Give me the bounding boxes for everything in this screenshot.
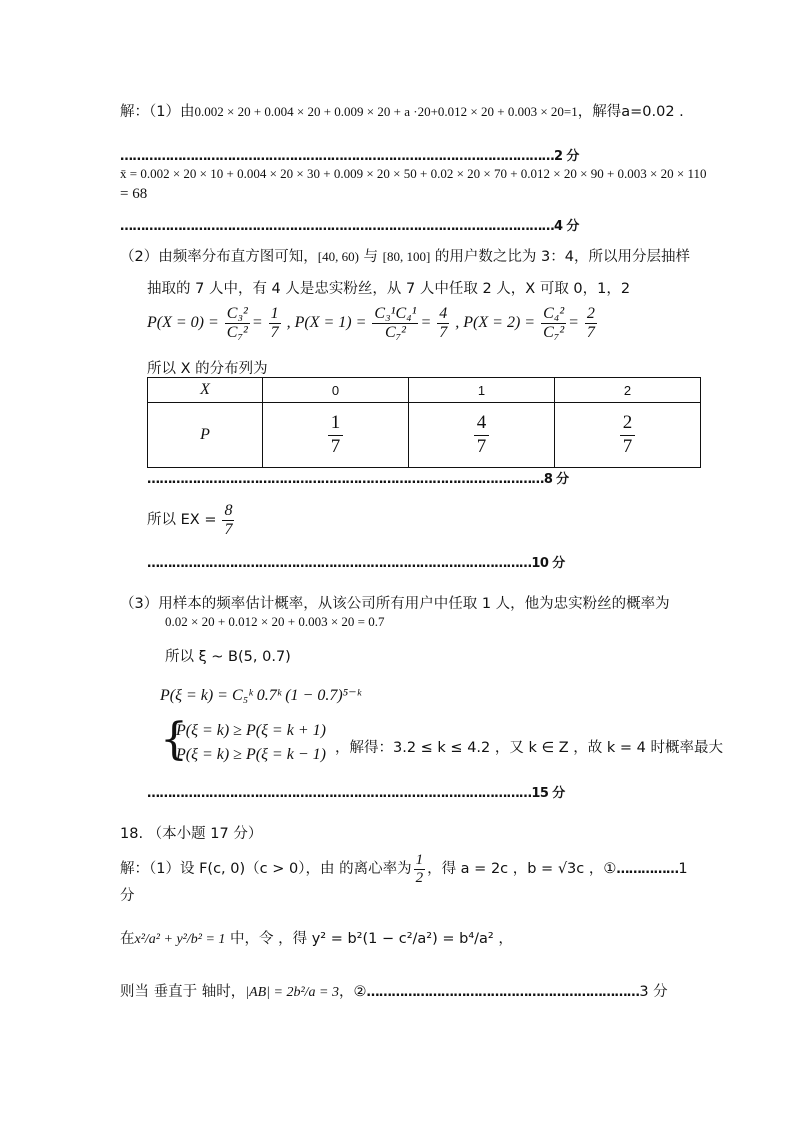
mean-formula: x̄ = 0.002 × 20 × 10 + 0.004 × 20 × 30 + 0.009 × 20 × 50 + 0.02 × 20 × 70 + 0.012 × 20 × 90 + 0.003 × 20 × 110 xyxy=(120,166,707,181)
q18-line3-b: ，② xyxy=(339,984,367,1000)
ab-length-equation: |AB| = 2b²/a = 3 xyxy=(245,985,340,1000)
score-10: 10 分 xyxy=(531,556,565,571)
ex-prefix: 所以 EX = xyxy=(147,511,217,528)
score-line-10: …………………………………………………………………………………10 分 xyxy=(147,556,565,571)
q18-line1: 解：（1）设 F(c, 0)（c > 0），由 的离心率为 $\frac{1}{2}$ ，得 a = 2c ，b = √3c ，①……………1 xyxy=(120,852,688,886)
part1-result: a=0.02 . xyxy=(621,104,684,120)
table-header-x: X xyxy=(148,378,263,403)
q18-title: 18. （本小题 17 分） xyxy=(120,826,263,842)
part2-line1 xyxy=(120,245,690,266)
q18-score-1: 1 xyxy=(678,861,688,877)
interval-40-60: [40, 60) xyxy=(317,249,359,264)
part1-line1 xyxy=(120,100,684,121)
score-line-2: ……………………………………………………………………………………………2 分 xyxy=(120,149,579,164)
q18-line2-a: 在 xyxy=(120,931,135,947)
p1-comb-frac: $\frac{\text{C₃¹C₄¹}}{\text{C₇²}}$ xyxy=(374,305,417,341)
table-row-label-p: P xyxy=(148,403,263,468)
ineq-1: P(ξ = k) ≥ P(ξ = k + 1) xyxy=(176,722,326,739)
table-cell-p0: $\frac{1}{7}$ xyxy=(263,403,409,468)
part2-intro: （2）由频率分布直方图可知， xyxy=(120,249,318,265)
ellipse-equation: x²/a² + y²/b² = 1 xyxy=(134,932,226,947)
p0-comb-frac: $\frac{\text{C₃²}}{\text{C₇²}}$ xyxy=(226,305,248,341)
part3-line1: （3）用样本的频率估计概率，从该公司所有用户中任取 1 人，他为忠实粉丝的概率为 xyxy=(120,596,670,612)
part3-pmf: P(ξ = k) = C₅ᵏ 0.7ᵏ (1 − 0.7)⁵⁻ᵏ xyxy=(160,687,362,704)
table-cell-p2: $\frac{2}{7}$ xyxy=(555,403,701,468)
part3-prob-calc: 0.02 × 20 + 0.012 × 20 + 0.003 × 20 = 0.7 xyxy=(165,614,385,629)
part2-and: 与 xyxy=(358,249,383,265)
p2-value-frac: $\frac{2}{7}$ xyxy=(586,305,595,341)
part1-sum-formula: 0.002 × 20 + 0.004 × 20 + 0.009 × 20 + a ·20+0.012 × 20 + 0.003 × 20=1 xyxy=(194,104,578,119)
dist-intro: 所以 X 的分布列为 xyxy=(147,361,268,377)
table-cell-p1: $\frac{4}{7}$ xyxy=(409,403,555,468)
score-line-8: ……………………………………………………………………………………8 分 xyxy=(147,472,569,487)
table-header-1: 1 xyxy=(409,378,555,403)
prob-formulas: P(X = 0) = $\frac{\text{C₃²}}{\text{C₇²}}$ = $\frac{1}{7}$ , P(X = 1) = $\frac{\text{C₃¹C₄¹}}{\text{C₇²}}$ = $\frac{4}{7}$ , P(X = 2) = $\frac{\text{C₄²}}{\text{C₇²}}$ = $\frac{2}{7}$ xyxy=(147,305,595,341)
eccentricity-frac: $\frac{1}{2}$ xyxy=(415,852,424,886)
distribution-table xyxy=(147,377,701,468)
q18-line3-a: 则当 垂直于 轴时， xyxy=(120,984,246,1000)
expectation xyxy=(147,502,236,538)
table-prob-row xyxy=(148,403,701,468)
part1-prefix: 解：（1）由 xyxy=(120,104,195,120)
q18-line3: 则当 垂直于 轴时，|AB| = 2b²/a = 3，②…………………………………………………………3 分 xyxy=(120,984,668,1000)
part2-line2: 抽取的 7 人中，有 4 人是忠实粉丝，从 7 人中任取 2 人，X 可取 0，1，2 xyxy=(147,281,631,297)
p2-comb-frac: $\frac{\text{C₄²}}{\text{C₇²}}$ xyxy=(543,305,565,341)
p1-value-frac: $\frac{4}{7}$ xyxy=(439,305,448,341)
score-15: 15 分 xyxy=(531,786,565,801)
score-line-4: ……………………………………………………………………………………………4 分 xyxy=(120,219,579,234)
p0-value-frac: $\frac{1}{7}$ xyxy=(270,305,279,341)
q18-score-3: 3 分 xyxy=(639,984,668,1000)
ex-frac: $\frac{8}{7}$ xyxy=(224,502,233,538)
score-line-15: …………………………………………………………………………………15 分 xyxy=(147,786,565,801)
q18-line1-cont: 分 xyxy=(120,888,135,904)
part2-ratio: 的用户数之比为 3：4，所以用分层抽样 xyxy=(430,249,690,265)
q18-line2 xyxy=(120,927,513,948)
part3-binomial: 所以 ξ ~ B(5, 0.7) xyxy=(165,649,291,665)
q18-line1-b: ，得 a = 2c ，b = √3c ，① xyxy=(427,861,617,877)
part1-suffix: ，解得 xyxy=(577,104,622,120)
table-header-2: 2 xyxy=(555,378,701,403)
q18-line1-text: 解：（1）设 F(c, 0)（c > 0），由 的离心率为 xyxy=(120,861,412,877)
score-2: 2 分 xyxy=(554,149,579,164)
ineq-2: P(ξ = k) ≥ P(ξ = k − 1) xyxy=(176,746,326,763)
interval-80-100: [80, 100] xyxy=(382,249,431,264)
p0-lhs: P(X = 0) = xyxy=(147,313,219,331)
left-brace: { xyxy=(160,714,188,765)
ineq-solution: ，解得：3.2 ≤ k ≤ 4.2 ，又 k ∈ Z ，故 k = 4 时概率最大 xyxy=(335,740,723,756)
mean-result: = 68 xyxy=(120,186,148,202)
p2-lhs: , P(X = 2) = xyxy=(455,313,536,331)
table-header-row xyxy=(148,378,701,403)
p1-lhs: , P(X = 1) = xyxy=(286,313,367,331)
q18-line2-b: 中，令 ，得 y² = b²(1 − c²/a²) = b⁴/a² ， xyxy=(225,931,513,947)
table-header-0: 0 xyxy=(263,378,409,403)
score-8: 8 分 xyxy=(543,472,569,487)
score-4: 4 分 xyxy=(554,219,579,234)
